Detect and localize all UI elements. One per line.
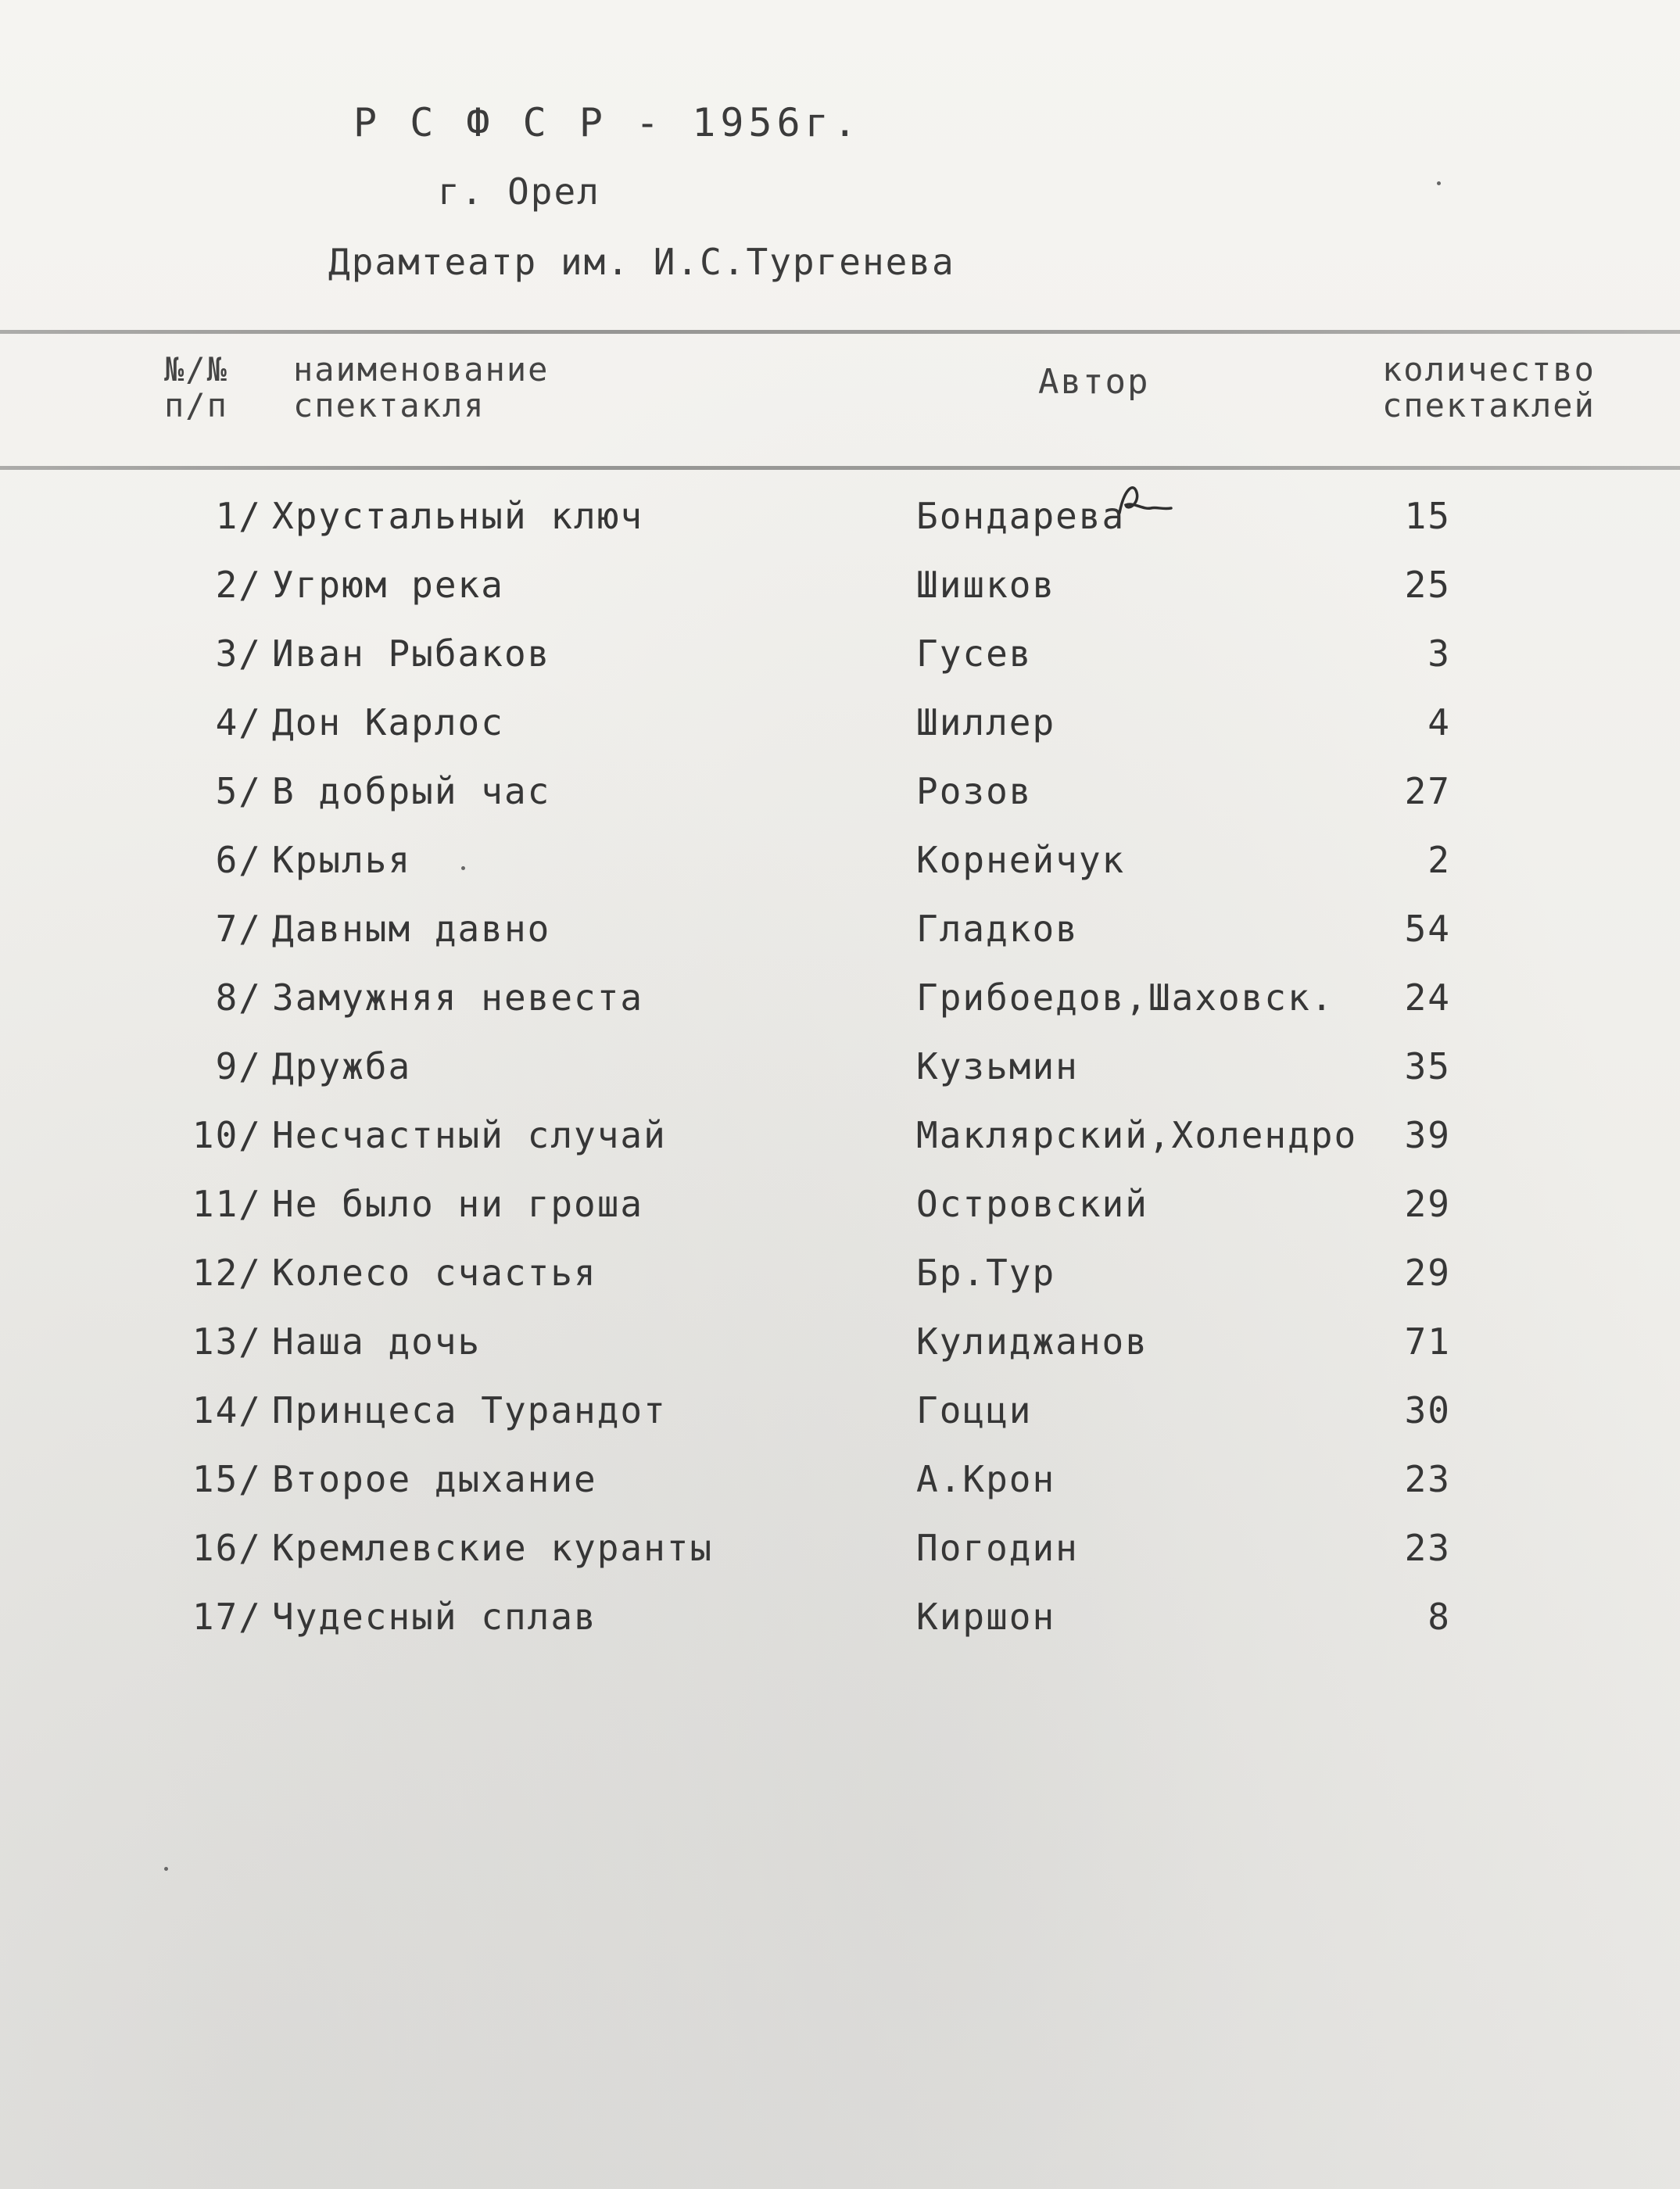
- row-number: 6/: [215, 839, 262, 881]
- row-number: 12/: [192, 1252, 262, 1294]
- performance-author: Розов: [916, 770, 1033, 812]
- table-row: [0, 974, 1680, 1043]
- column-header-count: [1382, 352, 1596, 424]
- row-number: 3/: [215, 632, 262, 675]
- column-header-title-line2: спектакля: [293, 386, 485, 425]
- column-header-number-line2: п/п: [164, 386, 228, 425]
- row-number: 11/: [192, 1183, 262, 1225]
- paper-speck: [461, 866, 465, 870]
- performance-count: 3: [1427, 632, 1451, 675]
- performance-count: 54: [1404, 908, 1451, 950]
- performance-title: Дружба: [272, 1045, 412, 1087]
- performance-count: 8: [1427, 1596, 1451, 1638]
- performance-count: 23: [1404, 1458, 1451, 1500]
- column-header-title-line1: наименование: [293, 350, 550, 389]
- performance-author: Гусев: [916, 632, 1033, 675]
- table-row: [0, 1524, 1680, 1593]
- performance-title: Несчастный случай: [272, 1114, 667, 1156]
- performance-title: Угрюм река: [272, 564, 504, 606]
- paper-speck: [1437, 181, 1441, 185]
- table-row: [0, 837, 1680, 905]
- row-number: 4/: [215, 701, 262, 743]
- performance-author: Островский: [916, 1183, 1148, 1225]
- table-header-rule: [0, 466, 1680, 470]
- table-row: [0, 768, 1680, 837]
- row-number: 8/: [215, 976, 262, 1019]
- performance-author: Грибоедов,Шаховск.: [916, 976, 1334, 1019]
- performance-title: Давным давно: [272, 908, 551, 950]
- table-row: [0, 1593, 1680, 1662]
- column-header-number-line1: №/№: [164, 350, 228, 389]
- performance-author: А.Крон: [916, 1458, 1056, 1500]
- performance-count: 15: [1404, 495, 1451, 537]
- table-row: [0, 1318, 1680, 1387]
- row-number: 15/: [192, 1458, 262, 1500]
- table-row: [0, 1112, 1680, 1180]
- performance-author: Погодин: [916, 1527, 1079, 1569]
- performance-title: Кремлевские куранты: [272, 1527, 714, 1569]
- performance-count: 2: [1427, 839, 1451, 881]
- header-theatre: Драмтеатр им. И.С.Тургенева: [328, 241, 955, 283]
- row-number: 14/: [192, 1389, 262, 1431]
- row-number: 1/: [215, 495, 262, 537]
- performance-count: 30: [1404, 1389, 1451, 1431]
- performance-title: Чудесный сплав: [272, 1596, 597, 1638]
- performance-count: 24: [1404, 976, 1451, 1019]
- performance-count: 4: [1427, 701, 1451, 743]
- column-header-count-line1: количество: [1382, 350, 1596, 389]
- performance-title: Принцеса Турандот: [272, 1389, 667, 1431]
- performance-author: Маклярский,Холендро: [916, 1114, 1358, 1156]
- performance-table: [0, 493, 1680, 1662]
- table-row: [0, 699, 1680, 768]
- performance-author: Киршон: [916, 1596, 1056, 1638]
- performance-title: Дон Карлос: [272, 701, 504, 743]
- performance-author: Гоцци: [916, 1389, 1033, 1431]
- table-row: [0, 630, 1680, 699]
- column-header-count-line2: спектаклей: [1382, 386, 1596, 425]
- performance-count: 29: [1404, 1252, 1451, 1294]
- performance-title: Не было ни гроша: [272, 1183, 644, 1225]
- handwritten-correction-mark: [1110, 474, 1180, 528]
- performance-author: Корнейчук: [916, 839, 1126, 881]
- performance-author: Гладков: [916, 908, 1079, 950]
- table-top-rule: [0, 330, 1680, 334]
- performance-title: Колесо счастья: [272, 1252, 597, 1294]
- row-number: 7/: [215, 908, 262, 950]
- header-city: г. Орел: [438, 170, 600, 213]
- performance-author: Шиллер: [916, 701, 1056, 743]
- table-row: [0, 1043, 1680, 1112]
- column-header-number: [164, 352, 250, 424]
- performance-title: Замужняя невеста: [272, 976, 644, 1019]
- row-number: 10/: [192, 1114, 262, 1156]
- performance-author: Кулиджанов: [916, 1320, 1148, 1363]
- table-row: [0, 1249, 1680, 1318]
- performance-author: Бр.Тур: [916, 1252, 1056, 1294]
- table-row: [0, 1180, 1680, 1249]
- performance-author: Кузьмин: [916, 1045, 1079, 1087]
- performance-author: Бондарева: [916, 495, 1126, 537]
- header-republic-year: Р С Ф С Р - 1956г.: [353, 100, 861, 145]
- table-row: [0, 905, 1680, 974]
- row-number: 17/: [192, 1596, 262, 1638]
- performance-count: 35: [1404, 1045, 1451, 1087]
- row-number: 13/: [192, 1320, 262, 1363]
- table-row: [0, 1387, 1680, 1456]
- performance-count: 71: [1404, 1320, 1451, 1363]
- column-header-title: [293, 352, 549, 424]
- performance-count: 25: [1404, 564, 1451, 606]
- table-row: [0, 493, 1680, 561]
- performance-title: Второе дыхание: [272, 1458, 597, 1500]
- performance-count: 27: [1404, 770, 1451, 812]
- row-number: 16/: [192, 1527, 262, 1569]
- performance-author: Шишков: [916, 564, 1056, 606]
- row-number: 5/: [215, 770, 262, 812]
- row-number: 2/: [215, 564, 262, 606]
- paper-speck: [164, 1867, 168, 1871]
- table-row: [0, 1456, 1680, 1524]
- performance-title: Наша дочь: [272, 1320, 482, 1363]
- row-number: 9/: [215, 1045, 262, 1087]
- performance-title: Хрустальный ключ: [272, 495, 644, 537]
- performance-count: 23: [1404, 1527, 1451, 1569]
- column-header-author: Автор: [1038, 362, 1150, 402]
- performance-title: Иван Рыбаков: [272, 632, 551, 675]
- performance-title: Крылья: [272, 839, 412, 881]
- table-row: [0, 561, 1680, 630]
- performance-count: 29: [1404, 1183, 1451, 1225]
- performance-count: 39: [1404, 1114, 1451, 1156]
- performance-title: В добрый час: [272, 770, 551, 812]
